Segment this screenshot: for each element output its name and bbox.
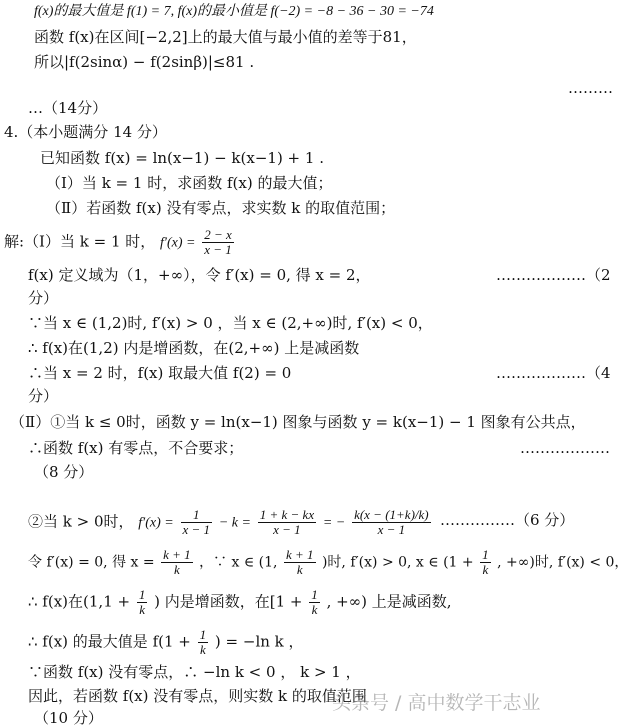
solution-5-tail: 分） [28,387,59,405]
solution-1-fraction [202,228,234,257]
fraction-k1-numerator: k + 1 [163,547,191,562]
fraction-1k-numerator: 1 [482,547,489,562]
solution-2-tail: 分） [28,289,59,307]
solution-9-derivative: f′(x) = [138,515,174,531]
fraction-11b-denominator: k [311,602,318,617]
solution-10-b: ，∵ x ∈ (1, [199,554,278,571]
solution-10-d: , +∞)时, f′(x) < 0， [497,554,629,571]
solution-line-15: （10 分） [34,709,103,727]
max-min-values-line: f(x)的最大值是 f(1) = 7, f(x)的最小值是 f(−2) = −8 − 36 − 30 = −74 [34,4,434,19]
fraction-3-numerator: k(x − (1+k)/k) [354,507,429,522]
fraction-12-denominator: k [200,642,206,657]
solution-10-fraction-3 [480,548,491,577]
problem-part-2: （Ⅱ）若函数 f(x) 没有零点，求实数 k 的取值范围； [46,199,396,217]
fraction-2-numerator: 1 + k − kx [259,507,315,522]
solution-line-4: ∴ f(x)在(1,2) 内是增函数，在(2,+∞) 上是减函数 [28,339,360,357]
solution-9-fraction-1 [181,508,213,537]
solution-line-10 [28,548,628,577]
score-14: …（14分） [28,99,108,117]
solution-10-a: 令 f′(x) = 0, 得 x = [28,554,155,571]
solution-11-fraction-2 [309,588,320,617]
fraction-11a-numerator: 1 [138,587,146,602]
solution-7-dots: ……………… [520,439,610,457]
fraction-k1b-denominator: k [296,562,303,577]
problem-given: 已知函数 f(x) = ln(x−1) − k(x−1) + 1 . [40,149,324,167]
solution-9-prefix: ②当 k > 0时， [28,512,134,531]
fraction-12-numerator: 1 [199,627,207,642]
fraction-11b-numerator: 1 [311,587,318,602]
watermark: 头条号 / 高中数学干志业 [332,692,541,714]
solution-line-6: （Ⅱ）①当 k ≤ 0时，函数 y = ln(x−1) 图象与函数 y = k(x−1) − 1 图象有公共点， [10,413,586,431]
fraction-1-numerator: 1 [181,508,213,523]
fraction-3-denominator: x − 1 [377,522,406,537]
solution-line-11 [28,588,452,617]
solution-10-fraction-2 [284,548,316,577]
solution-line-12 [28,628,304,657]
solution-line-2: f(x) 定义域为（1，+∞），令 f′(x) = 0, 得 x = 2， [28,266,371,284]
solution-9-dots: ……………（6 分） [440,511,575,529]
problem-number: 4.（本小题满分 14 分） [4,123,167,141]
score-dots: ……… [568,79,613,97]
solution-1-derivative: f′(x) = [160,235,196,251]
solution-12-fraction [198,628,209,657]
solution-line-5: ∴当 x = 2 时，f(x) 取最大值 f(2) = 0 [28,364,292,382]
solution-11-fraction-1 [137,588,148,617]
solution-10-c: )时, f′(x) > 0, x ∈ (1 + [321,554,474,571]
solution-9-fraction-2 [258,508,316,537]
fraction-1-denominator: x − 1 [182,522,211,537]
solution-line-9 [28,508,433,537]
problem-part-1: （Ⅰ）当 k = 1 时，求函数 f(x) 的最大值； [46,174,333,192]
solution-11-c: , +∞) 上是减函数, [326,592,452,611]
fraction-2-denominator: x − 1 [273,522,301,537]
solution-2-dots: ………………（2 [496,266,611,284]
solution-line-8: （8 分） [34,463,94,481]
fraction-11a-denominator: k [139,602,145,617]
solution-11-a: ∴ f(x)在(1,1 + [28,592,131,611]
solution-line-1 [4,228,236,257]
solution-line-7: ∴函数 f(x) 有零点，不合要求； [28,439,244,457]
solution-1-numerator: 2 − x [204,227,232,242]
fraction-k1b-numerator: k + 1 [285,547,314,562]
solution-9-mid: − k = [218,515,251,531]
solution-line-13: ∵函数 f(x) 没有零点，∴ −ln k < 0 ， k > 1 ， [28,663,361,681]
solution-10-fraction-1 [161,548,193,577]
solution-1-prefix: 解:（Ⅰ）当 k = 1 时， [4,232,156,251]
solution-line-14: 因此，若函数 f(x) 没有零点，则实数 k 的取值范围 [28,687,367,705]
solution-line-3: ∵当 x ∈ (1,2)时, f′(x) > 0 ，当 x ∈ (2,+∞)时, f′(x) < 0， [28,314,433,332]
solution-12-a: ∴ f(x) 的最大值是 f(1 + [28,632,191,651]
conclusion-line: 所以|f(2sinα) − f(2sinβ)|≤81 . [34,53,255,71]
solution-5-dots: ………………（4 [496,364,611,382]
difference-line: 函数 f(x)在区间[−2,2]上的最大值与最小值的差等于81， [34,28,417,46]
fraction-k1-denominator: k [173,562,180,577]
fraction-1k-denominator: k [482,562,489,577]
solution-9-fraction-3 [352,508,431,537]
solution-12-b: ) = −ln k ， [214,632,304,651]
solution-11-b: ) 内是增函数，在[1 + [154,592,303,611]
solution-9-eq: = − [322,515,346,531]
solution-1-denominator: x − 1 [204,242,232,257]
